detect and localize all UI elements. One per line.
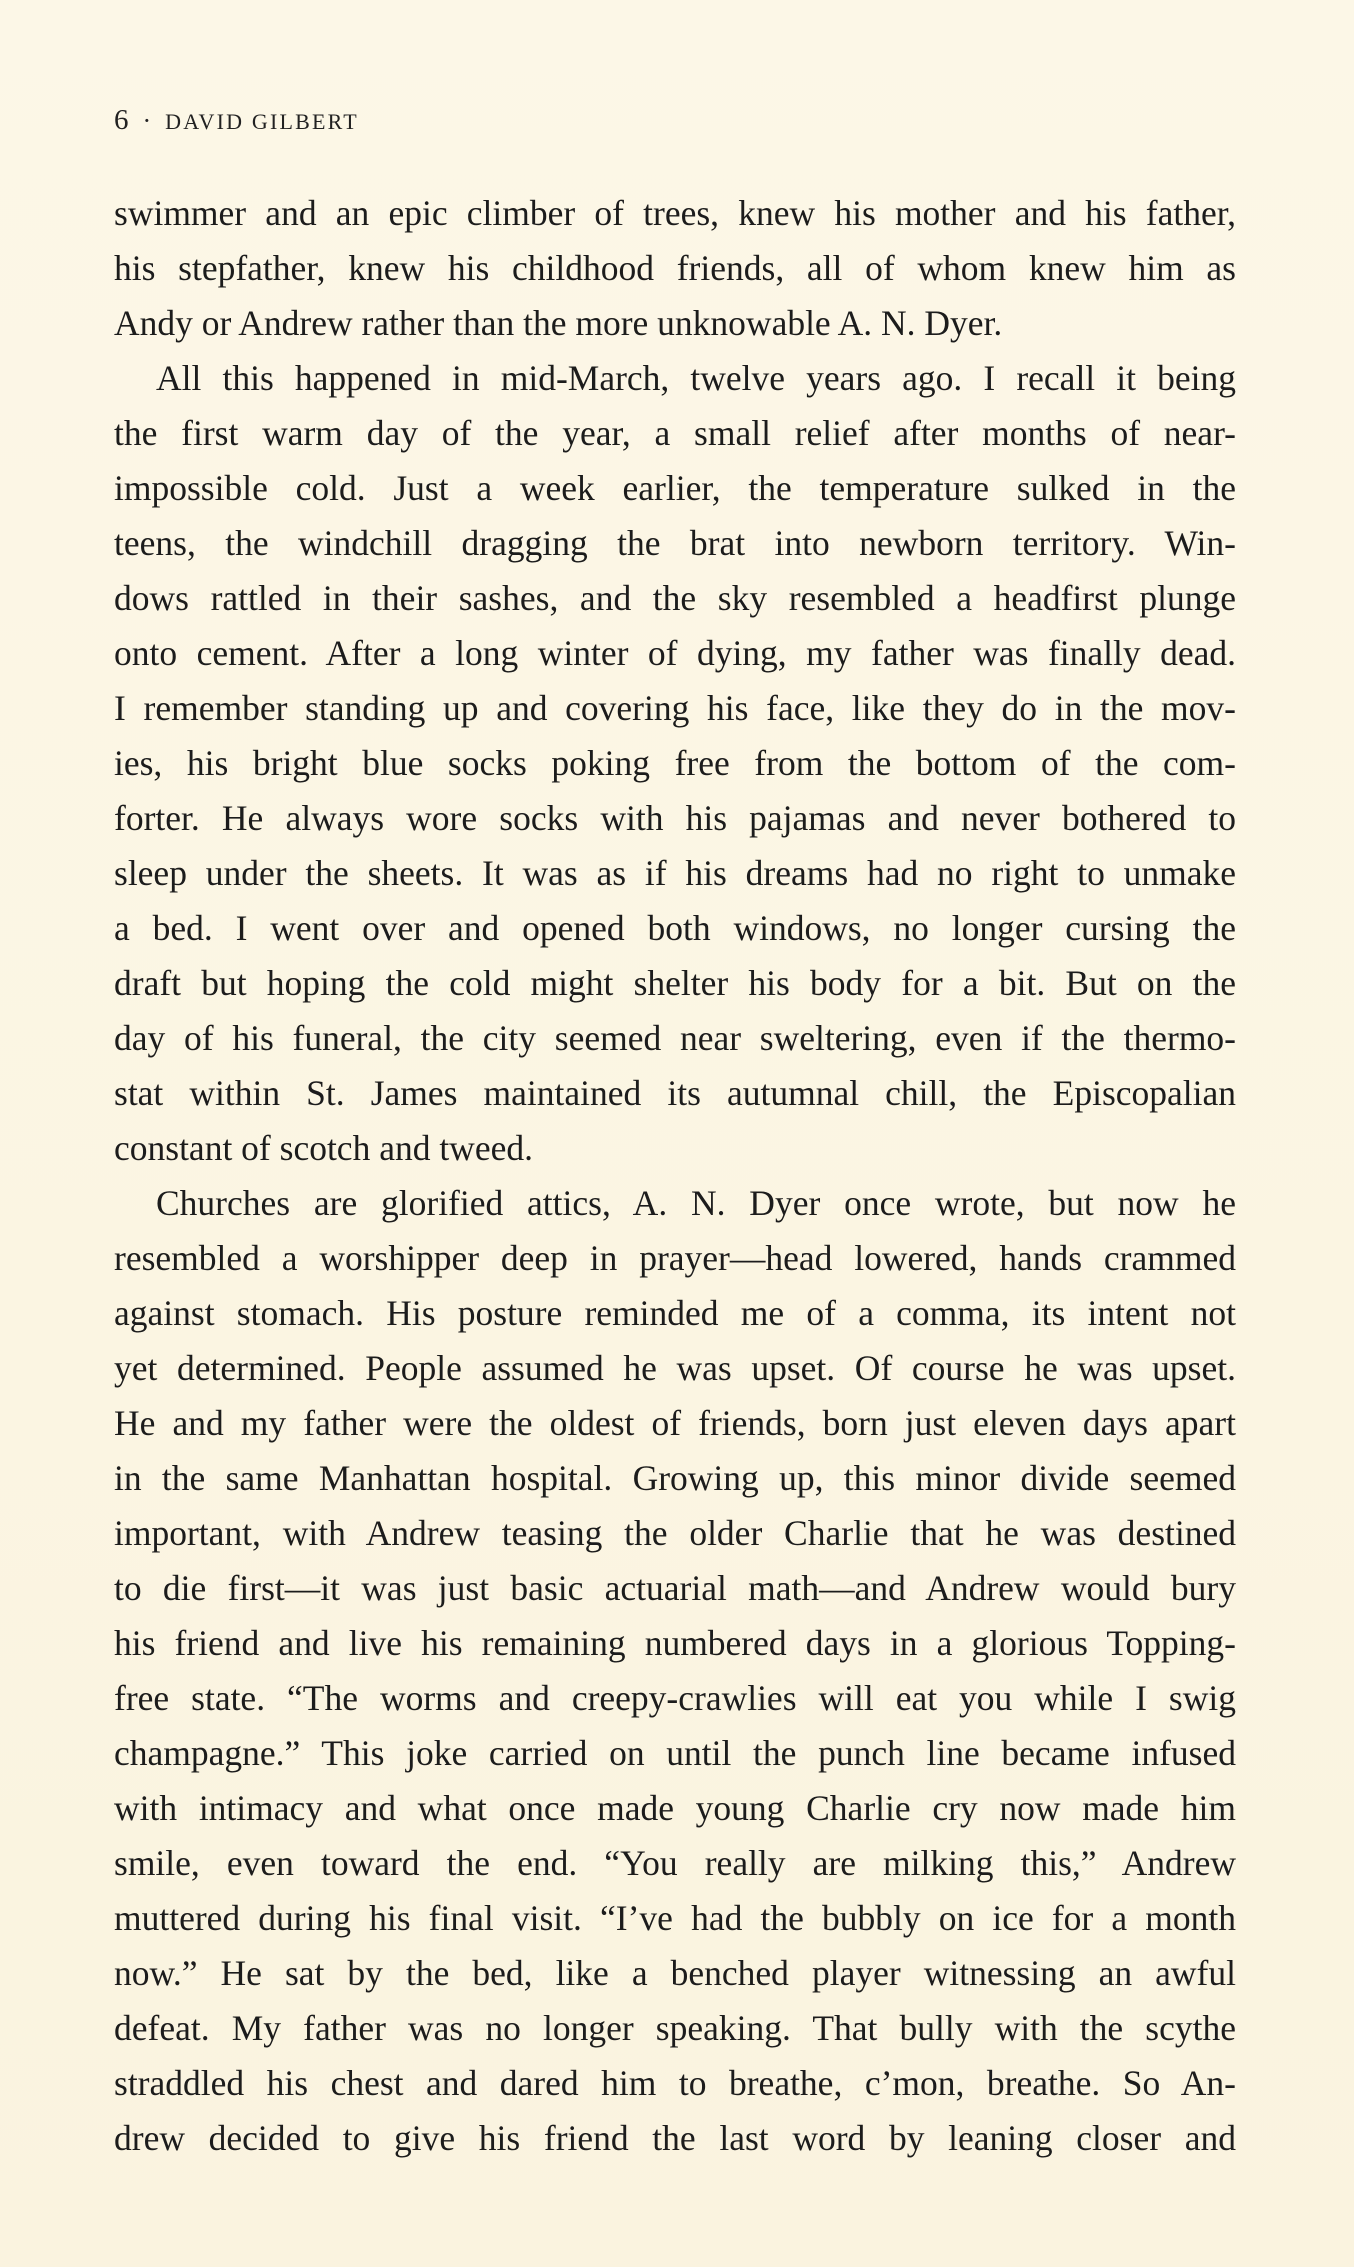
text-line: All this happened in mid-March, twelve years ago. I recall it being bbox=[156, 358, 1236, 398]
text-line: muttered during his final visit. “I’ve had the bubbly on ice for a month bbox=[114, 1898, 1236, 1938]
text-line: defeat. My father was no longer speaking. That bully with the scythe bbox=[114, 2008, 1236, 2048]
text-line: against stomach. His posture reminded me of a comma, its intent not bbox=[114, 1293, 1236, 1333]
text-line: draft but hoping the cold might shelter his body for a bit. But on the bbox=[114, 963, 1236, 1003]
text-line: day of his funeral, the city seemed near sweltering, even if the thermo- bbox=[114, 1018, 1236, 1058]
running-head-separator: · bbox=[142, 106, 152, 135]
running-head-author: DAVID GILBERT bbox=[165, 109, 359, 134]
text-line: forter. He always wore socks with his pajamas and never bothered to bbox=[114, 798, 1236, 838]
page-number: 6 bbox=[114, 104, 129, 136]
text-line: onto cement. After a long winter of dying, my father was finally dead. bbox=[114, 633, 1236, 673]
body-text bbox=[114, 186, 1236, 2166]
text-line: constant of scotch and tweed. bbox=[114, 1128, 533, 1168]
text-line: dows rattled in their sashes, and the sky resembled a headfirst plunge bbox=[114, 578, 1236, 618]
text-line: now.” He sat by the bed, like a benched player witnessing an awful bbox=[114, 1953, 1236, 1993]
text-line: to die first—it was just basic actuarial math—and Andrew would bury bbox=[114, 1568, 1236, 1608]
text-line: important, with Andrew teasing the older Charlie that he was destined bbox=[114, 1513, 1236, 1553]
text-line: his stepfather, knew his childhood friends, all of whom knew him as bbox=[114, 248, 1236, 288]
text-line: in the same Manhattan hospital. Growing up, this minor divide seemed bbox=[114, 1458, 1236, 1498]
text-line: his friend and live his remaining numbered days in a glorious Topping- bbox=[114, 1623, 1236, 1663]
text-line: I remember standing up and covering his face, like they do in the mov- bbox=[114, 688, 1236, 728]
text-line: resembled a worshipper deep in prayer—head lowered, hands crammed bbox=[114, 1238, 1236, 1278]
running-head bbox=[114, 104, 359, 137]
text-line: swimmer and an epic climber of trees, knew his mother and his father, bbox=[114, 193, 1236, 233]
text-line: a bed. I went over and opened both windows, no longer cursing the bbox=[114, 908, 1236, 948]
text-line: Andy or Andrew rather than the more unknowable A. N. Dyer. bbox=[114, 303, 1003, 343]
text-line: yet determined. People assumed he was upset. Of course he was upset. bbox=[114, 1348, 1236, 1388]
text-line: with intimacy and what once made young Charlie cry now made him bbox=[114, 1788, 1236, 1828]
text-line: straddled his chest and dared him to breathe, c’mon, breathe. So An- bbox=[114, 2063, 1236, 2103]
text-line: ies, his bright blue socks poking free from the bottom of the com- bbox=[114, 743, 1236, 783]
text-line: impossible cold. Just a week earlier, the temperature sulked in the bbox=[114, 468, 1236, 508]
text-line: smile, even toward the end. “You really are milking this,” Andrew bbox=[114, 1843, 1236, 1883]
text-line: sleep under the sheets. It was as if his dreams had no right to unmake bbox=[114, 853, 1236, 893]
text-line: champagne.” This joke carried on until the punch line became infused bbox=[114, 1733, 1236, 1773]
text-line: He and my father were the oldest of friends, born just eleven days apart bbox=[114, 1403, 1236, 1443]
text-line: Churches are glorified attics, A. N. Dyer once wrote, but now he bbox=[156, 1183, 1236, 1223]
text-line: drew decided to give his friend the last word by leaning closer and bbox=[114, 2118, 1236, 2158]
text-line: stat within St. James maintained its autumnal chill, the Episcopalian bbox=[114, 1073, 1236, 1113]
text-line: free state. “The worms and creepy-crawlies will eat you while I swig bbox=[114, 1678, 1236, 1718]
text-line: the first warm day of the year, a small relief after months of near- bbox=[114, 413, 1236, 453]
text-line: teens, the windchill dragging the brat into newborn territory. Win- bbox=[114, 523, 1236, 563]
